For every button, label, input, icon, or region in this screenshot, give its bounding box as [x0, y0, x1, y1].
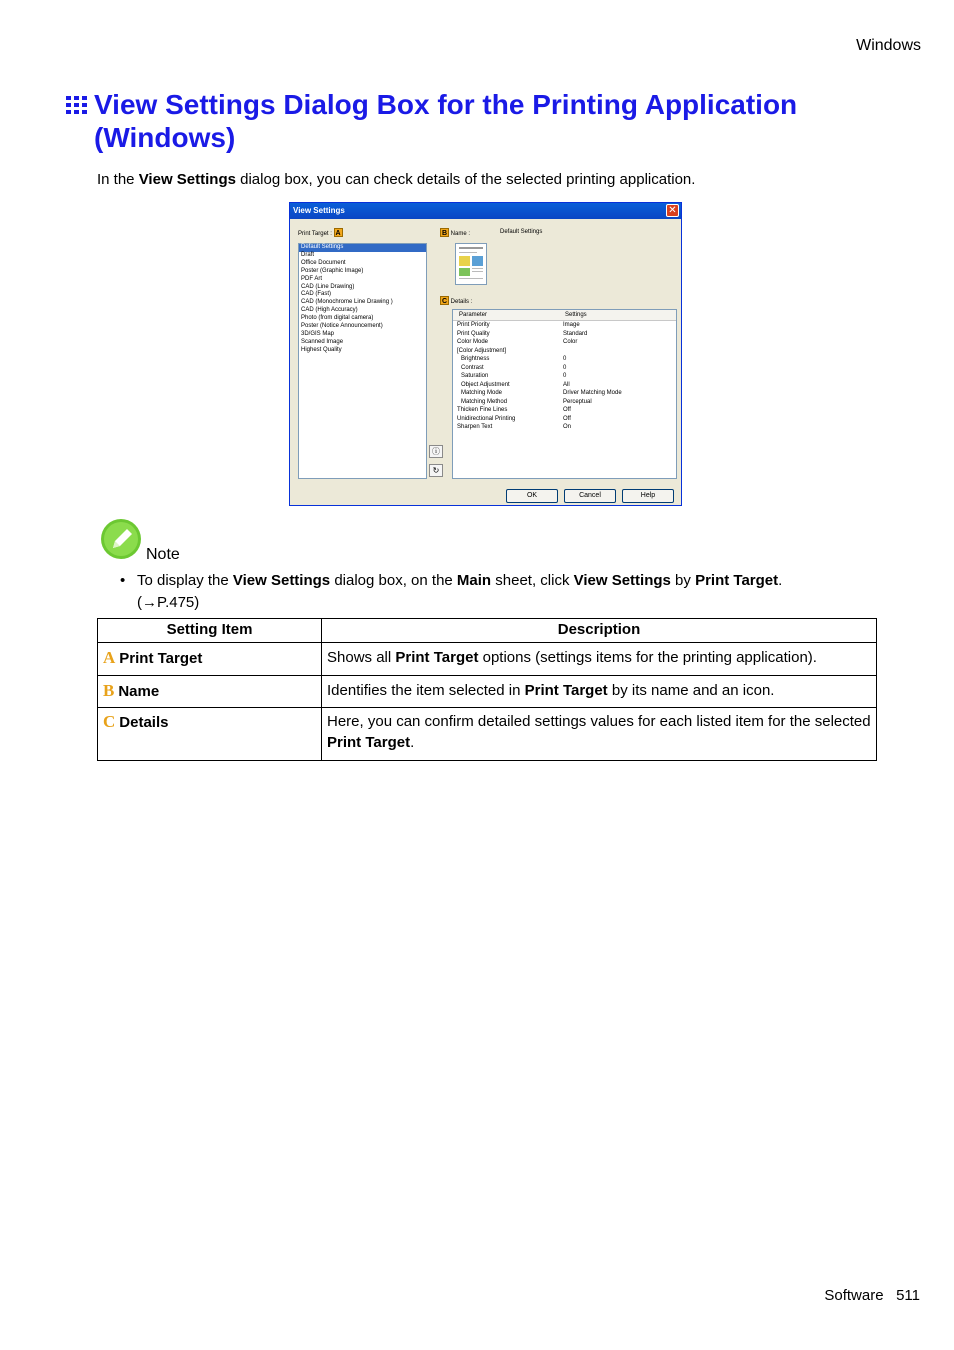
parameter-cell: Print Priority — [457, 322, 490, 328]
parameter-cell: Saturation — [461, 373, 489, 379]
setting-item-cell: B Name — [98, 676, 322, 708]
list-item[interactable]: Default Settings — [299, 244, 426, 252]
details-row — [453, 389, 676, 398]
view-settings-dialog — [289, 202, 682, 506]
details-row — [453, 415, 676, 424]
details-row — [453, 423, 676, 432]
cancel-button[interactable]: Cancel — [564, 489, 616, 503]
page-number: 511 — [896, 1287, 920, 1304]
setting-item-cell: C Details — [98, 708, 322, 761]
parameter-cell: Brightness — [461, 356, 490, 362]
table-row — [98, 643, 877, 676]
parameter-cell: Unidirectional Printing — [457, 415, 516, 422]
note-label: Note — [146, 546, 180, 563]
header-description: Description — [322, 619, 877, 643]
ok-button[interactable]: OK — [506, 489, 558, 503]
page-title: View Settings Dialog Box for the Printing Application (Windows) — [94, 89, 798, 153]
parameter-cell: Color Mode — [457, 339, 489, 345]
setting-value-cell: Off — [563, 415, 571, 422]
parameter-cell: Matching Mode — [461, 390, 503, 396]
note-bullet: • — [120, 572, 126, 589]
details-row — [453, 355, 676, 364]
list-item[interactable]: Poster (Notice Announcement) — [301, 323, 383, 330]
list-item[interactable]: CAD (Fast) — [301, 291, 331, 298]
badge-b: B — [441, 230, 448, 237]
details-row — [453, 321, 676, 330]
details-row — [453, 381, 676, 390]
badge-a: A — [335, 230, 341, 237]
list-item[interactable]: 3D/GIS Map — [301, 330, 335, 337]
parameter-cell: Contrast — [461, 364, 484, 371]
details-row — [453, 364, 676, 373]
setting-value-cell: Perceptual — [563, 398, 592, 405]
list-item[interactable]: CAD (High Accuracy) — [301, 307, 358, 314]
description-cell: Here, you can confirm detailed settings values for each listed item for the selected Print Target. — [322, 708, 877, 761]
page-reference-link[interactable]: (→P.475) — [137, 594, 200, 611]
refresh-icon[interactable]: ↻ — [429, 464, 443, 477]
intro-paragraph: In the View Settings dialog box, you can check details of the selected printing application. — [97, 171, 696, 188]
setting-value-cell: 0 — [563, 356, 567, 362]
print-target-label: Print Target : A — [298, 230, 341, 237]
settings-table — [97, 618, 877, 761]
parameter-cell: [Color Adjustment] — [457, 347, 507, 354]
details-row — [453, 330, 676, 339]
details-row — [453, 338, 676, 347]
setting-value-cell: 0 — [563, 373, 567, 379]
print-target-list[interactable] — [298, 243, 427, 479]
running-header: Windows — [856, 37, 921, 54]
details-table[interactable] — [452, 309, 677, 479]
description-cell: Shows all Print Target options (settings items for the printing application). — [322, 643, 877, 676]
note-pencil-icon — [100, 518, 142, 560]
list-item[interactable]: Scanned Image — [301, 338, 344, 345]
parameter-cell: Sharpen Text — [457, 424, 493, 430]
list-item[interactable]: Poster (Graphic Image) — [301, 267, 364, 274]
setting-value-cell: Off — [563, 407, 571, 413]
setting-value-cell: Standard — [563, 330, 588, 337]
list-item[interactable]: CAD (Line Drawing) — [301, 283, 355, 290]
note-text: To display the View Settings dialog box, on the Main sheet, click View Settings by Print Target. (→P.475) — [137, 572, 783, 611]
setting-value-cell: 0 — [563, 364, 567, 371]
help-button[interactable]: Help — [622, 489, 674, 503]
parameter-cell: Matching Method — [461, 398, 508, 405]
page-footer: Software 511 — [824, 1287, 920, 1304]
grid-bullet-icon — [66, 96, 88, 114]
setting-value-cell: All — [563, 381, 570, 388]
dialog-title-bar: View Settings — [290, 203, 681, 219]
badge-c: C — [441, 298, 448, 305]
header-setting-item: Setting Item — [98, 619, 322, 643]
description-cell: Identifies the item selected in Print Target by its name and an icon. — [322, 676, 877, 708]
list-item[interactable]: Office Document — [301, 259, 346, 266]
list-item[interactable]: Draft — [301, 251, 315, 258]
details-row — [453, 398, 676, 407]
list-item[interactable]: CAD (Monochrome Line Drawing ) — [301, 299, 393, 306]
setting-item-cell: A Print Target — [98, 643, 322, 676]
details-row — [453, 372, 676, 381]
parameter-cell: Thicken Fine Lines — [457, 407, 508, 413]
name-value: Default Settings — [500, 229, 543, 235]
list-item[interactable]: PDF Art — [301, 275, 323, 282]
table-row — [98, 676, 877, 708]
table-row — [98, 708, 877, 761]
table-header-row — [98, 619, 877, 643]
setting-value-cell: Driver Matching Mode — [563, 390, 622, 396]
close-icon[interactable]: ✕ — [666, 204, 679, 217]
parameter-cell: Print Quality — [457, 330, 490, 337]
list-item[interactable]: Photo (from digital camera) — [301, 315, 374, 322]
list-item[interactable]: Highest Quality — [301, 346, 342, 353]
setting-value-cell: Color — [563, 339, 578, 345]
details-row — [453, 347, 676, 356]
details-label: C Details : — [441, 298, 473, 305]
info-icon[interactable]: ⓘ — [429, 445, 443, 458]
setting-value-cell: Image — [563, 322, 580, 328]
parameter-cell: Object Adjustment — [461, 381, 510, 388]
name-label: B Name : — [441, 230, 471, 237]
details-header: Parameter Settings — [453, 310, 676, 321]
setting-value-cell: On — [563, 424, 572, 430]
details-row — [453, 406, 676, 415]
settings-thumbnail-icon — [455, 243, 487, 285]
